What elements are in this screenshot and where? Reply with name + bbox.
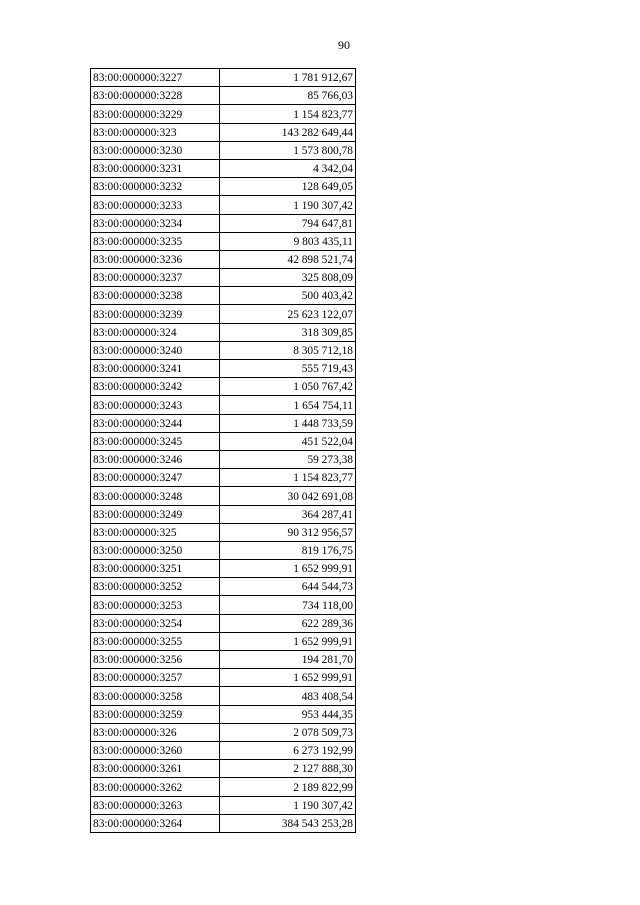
- table-row: [91, 196, 356, 214]
- table-row: [91, 214, 356, 232]
- value-cell: 25 623 122,07: [220, 305, 356, 323]
- table-row: [91, 469, 356, 487]
- value-cell: 6 273 192,99: [220, 741, 356, 759]
- value-cell: 194 281,70: [220, 651, 356, 669]
- table-row: [91, 250, 356, 268]
- cadastral-number-cell: 83:00:000000:3240: [91, 341, 220, 359]
- cadastral-number-cell: 83:00:000000:3232: [91, 178, 220, 196]
- value-cell: 1 654 754,11: [220, 396, 356, 414]
- table-row: [91, 360, 356, 378]
- value-cell: 1 573 800,78: [220, 141, 356, 159]
- table-body: [91, 69, 356, 833]
- value-cell: 622 289,36: [220, 614, 356, 632]
- table-row: [91, 796, 356, 814]
- value-cell: 794 647,81: [220, 214, 356, 232]
- value-cell: 90 312 956,57: [220, 523, 356, 541]
- cadastral-number-cell: 83:00:000000:326: [91, 723, 220, 741]
- value-cell: 953 444,35: [220, 705, 356, 723]
- cadastral-number-cell: 83:00:000000:3234: [91, 214, 220, 232]
- cadastral-number-cell: 83:00:000000:3264: [91, 814, 220, 832]
- table-row: [91, 505, 356, 523]
- cadastral-number-cell: 83:00:000000:3260: [91, 741, 220, 759]
- table-row: [91, 814, 356, 832]
- cadastral-number-cell: 83:00:000000:324: [91, 323, 220, 341]
- cadastral-number-cell: 83:00:000000:3251: [91, 560, 220, 578]
- value-cell: 318 309,85: [220, 323, 356, 341]
- table-row: [91, 69, 356, 87]
- cadastral-number-cell: 83:00:000000:3252: [91, 578, 220, 596]
- value-cell: 819 176,75: [220, 541, 356, 559]
- table-row: [91, 341, 356, 359]
- table-row: [91, 487, 356, 505]
- table-row: [91, 651, 356, 669]
- cadastral-number-cell: 83:00:000000:3247: [91, 469, 220, 487]
- value-cell: 9 803 435,11: [220, 232, 356, 250]
- cadastral-number-cell: 83:00:000000:3254: [91, 614, 220, 632]
- cadastral-number-cell: 83:00:000000:3249: [91, 505, 220, 523]
- cadastral-number-cell: 83:00:000000:3227: [91, 69, 220, 87]
- value-cell: 1 652 999,91: [220, 669, 356, 687]
- value-cell: 555 719,43: [220, 360, 356, 378]
- table-row: [91, 323, 356, 341]
- table-row: [91, 105, 356, 123]
- value-cell: 1 050 767,42: [220, 378, 356, 396]
- cadastral-number-cell: 83:00:000000:3261: [91, 760, 220, 778]
- table-row: [91, 523, 356, 541]
- value-cell: 1 190 307,42: [220, 796, 356, 814]
- value-cell: 2 189 822,99: [220, 778, 356, 796]
- table-row: [91, 87, 356, 105]
- table-row: [91, 596, 356, 614]
- value-cell: 364 287,41: [220, 505, 356, 523]
- value-cell: 2 078 509,73: [220, 723, 356, 741]
- value-cell: 1 190 307,42: [220, 196, 356, 214]
- cadastral-value-table: [90, 68, 356, 833]
- cadastral-number-cell: 83:00:000000:3248: [91, 487, 220, 505]
- table-row: [91, 432, 356, 450]
- value-cell: 2 127 888,30: [220, 760, 356, 778]
- table-row: [91, 269, 356, 287]
- value-cell: 483 408,54: [220, 687, 356, 705]
- value-cell: 1 652 999,91: [220, 560, 356, 578]
- cadastral-number-cell: 83:00:000000:3229: [91, 105, 220, 123]
- value-cell: 384 543 253,28: [220, 814, 356, 832]
- table-row: [91, 741, 356, 759]
- value-cell: 1 652 999,91: [220, 632, 356, 650]
- cadastral-number-cell: 83:00:000000:3242: [91, 378, 220, 396]
- cadastral-number-cell: 83:00:000000:3238: [91, 287, 220, 305]
- value-cell: 85 766,03: [220, 87, 356, 105]
- table-row: [91, 614, 356, 632]
- cadastral-number-cell: 83:00:000000:325: [91, 523, 220, 541]
- table-row: [91, 159, 356, 177]
- cadastral-number-cell: 83:00:000000:3239: [91, 305, 220, 323]
- value-cell: 8 305 712,18: [220, 341, 356, 359]
- cadastral-number-cell: 83:00:000000:3258: [91, 687, 220, 705]
- table-row: [91, 396, 356, 414]
- cadastral-number-cell: 83:00:000000:3243: [91, 396, 220, 414]
- table-row: [91, 541, 356, 559]
- value-cell: 325 808,09: [220, 269, 356, 287]
- table-row: [91, 669, 356, 687]
- table-row: [91, 760, 356, 778]
- table-row: [91, 723, 356, 741]
- value-cell: 1 154 823,77: [220, 105, 356, 123]
- cadastral-number-cell: 83:00:000000:3245: [91, 432, 220, 450]
- value-cell: 500 403,42: [220, 287, 356, 305]
- table-row: [91, 123, 356, 141]
- table-row: [91, 687, 356, 705]
- cadastral-number-cell: 83:00:000000:3230: [91, 141, 220, 159]
- value-cell: 30 042 691,08: [220, 487, 356, 505]
- value-cell: 734 118,00: [220, 596, 356, 614]
- value-cell: 4 342,04: [220, 159, 356, 177]
- cadastral-number-cell: 83:00:000000:3231: [91, 159, 220, 177]
- table-row: [91, 450, 356, 468]
- table-row: [91, 378, 356, 396]
- table-row: [91, 232, 356, 250]
- cadastral-number-cell: 83:00:000000:3244: [91, 414, 220, 432]
- page-number: 90: [338, 38, 350, 52]
- cadastral-number-cell: 83:00:000000:3263: [91, 796, 220, 814]
- cadastral-number-cell: 83:00:000000:3236: [91, 250, 220, 268]
- table-row: [91, 141, 356, 159]
- cadastral-number-cell: 83:00:000000:3259: [91, 705, 220, 723]
- cadastral-number-cell: 83:00:000000:3237: [91, 269, 220, 287]
- cadastral-number-cell: 83:00:000000:3233: [91, 196, 220, 214]
- value-cell: 451 522,04: [220, 432, 356, 450]
- table-row: [91, 178, 356, 196]
- table-row: [91, 414, 356, 432]
- value-cell: 1 448 733,59: [220, 414, 356, 432]
- value-cell: 1 781 912,67: [220, 69, 356, 87]
- table-row: [91, 287, 356, 305]
- cadastral-number-cell: 83:00:000000:3262: [91, 778, 220, 796]
- cadastral-number-cell: 83:00:000000:3246: [91, 450, 220, 468]
- value-cell: 128 649,05: [220, 178, 356, 196]
- value-cell: 59 273,38: [220, 450, 356, 468]
- cadastral-number-cell: 83:00:000000:3253: [91, 596, 220, 614]
- cadastral-number-cell: 83:00:000000:3228: [91, 87, 220, 105]
- table-row: [91, 778, 356, 796]
- cadastral-number-cell: 83:00:000000:3235: [91, 232, 220, 250]
- table-row: [91, 705, 356, 723]
- cadastral-number-cell: 83:00:000000:323: [91, 123, 220, 141]
- cadastral-number-cell: 83:00:000000:3257: [91, 669, 220, 687]
- cadastral-number-cell: 83:00:000000:3255: [91, 632, 220, 650]
- cadastral-number-cell: 83:00:000000:3256: [91, 651, 220, 669]
- table-row: [91, 632, 356, 650]
- cadastral-number-cell: 83:00:000000:3241: [91, 360, 220, 378]
- value-cell: 1 154 823,77: [220, 469, 356, 487]
- value-cell: 143 282 649,44: [220, 123, 356, 141]
- table-row: [91, 578, 356, 596]
- cadastral-number-cell: 83:00:000000:3250: [91, 541, 220, 559]
- table-row: [91, 560, 356, 578]
- value-cell: 644 544,73: [220, 578, 356, 596]
- value-cell: 42 898 521,74: [220, 250, 356, 268]
- table-row: [91, 305, 356, 323]
